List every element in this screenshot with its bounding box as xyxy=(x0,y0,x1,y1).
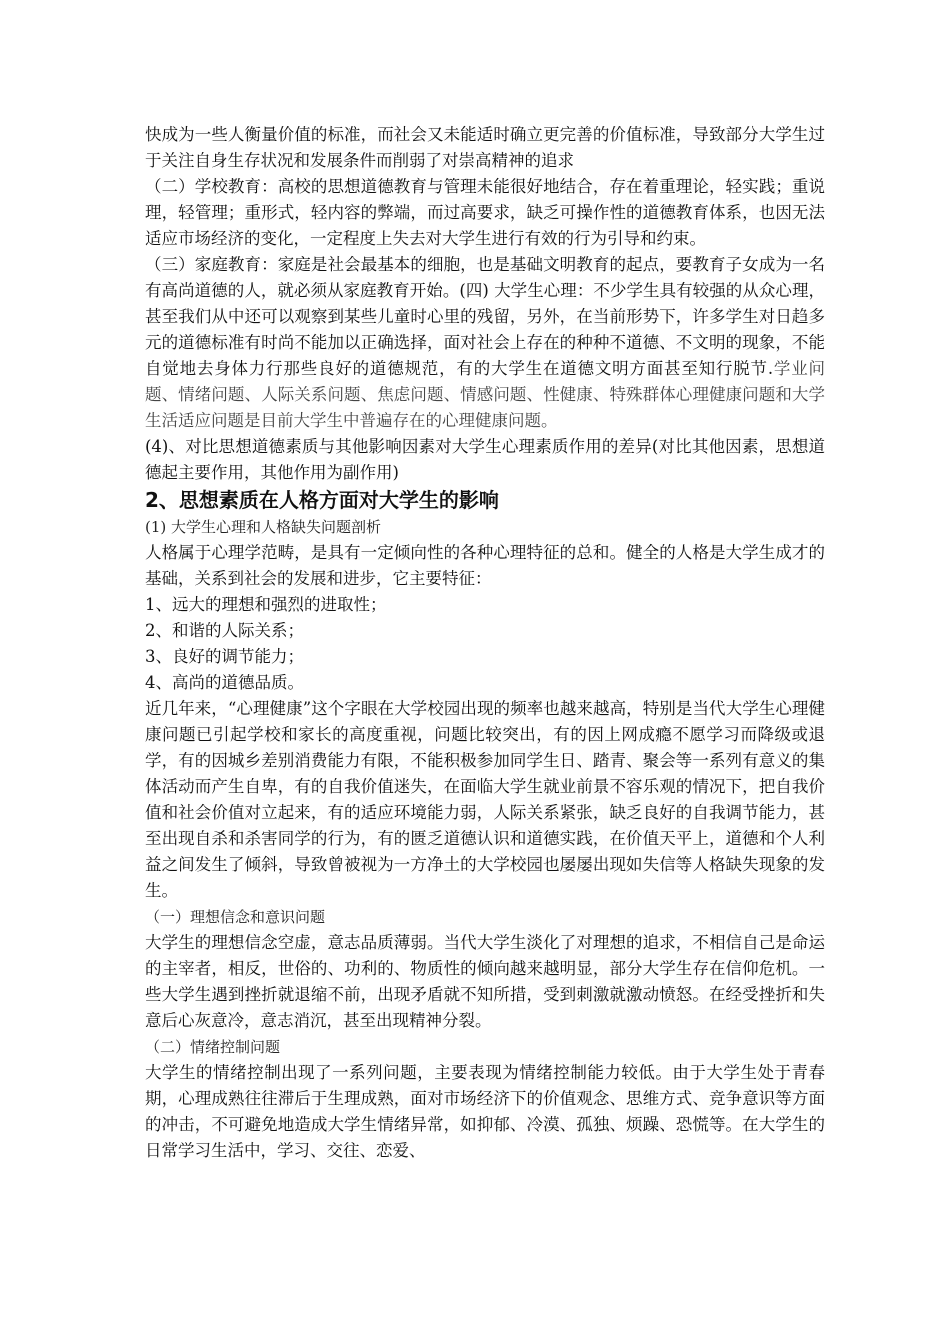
section-heading-personality: 2、思想素质在人格方面对大学生的影响 xyxy=(145,488,499,512)
paragraph-personality-definition: 人格属于心理学范畴，是具有一定倾向性的各种心理特征的总和。健全的人格是大学生成才的基础，关系到社会的发展和进步，它主要特征： xyxy=(145,543,825,588)
document-body xyxy=(145,122,825,1164)
list-item: 4、高尚的道德品质。 xyxy=(145,673,304,692)
subheading-emotion-control: （二）情绪控制问题 xyxy=(145,1038,281,1056)
paragraph-school-education: （二）学校教育：高校的思想道德教育与管理未能很好地结合，存在着重理论，轻实践；重说理，轻管理；重形式，轻内容的弊端，而过高要求，缺乏可操作性的道德教育体系，也因无法适应市场经济的变化，一定程度上失去对大学生进行有效的行为引导和约束。 xyxy=(145,177,825,248)
subheading-ideals-beliefs: （一）理想信念和意识问题 xyxy=(145,908,326,926)
list-item: 2、和谐的人际关系； xyxy=(145,621,304,640)
family-and-psychology-text: （三）家庭教育：家庭是社会最基本的细胞，也是基础文明教育的起点，要教育子女成为一名有高尚道德的人，就必须从家庭教育开始。(四) 大学生心理：不少学生具有较强的从众心理，甚至我们从中还可以观察到某些儿童时心里的残留，另外，在当前形势下，许多学生对日趋多元的道德标准有时尚不能加以正确选择，面对社会上存在的种种不道德、不文明的现象，不能自觉地去身体力行那些良好的道德规范，有的大学生在道德文明方面甚至知行脱节. xyxy=(145,255,825,378)
paragraph-emotion-control: 大学生的情绪控制出现了一系列问题，主要表现为情绪控制能力较低。由于大学生处于青春期，心理成熟往往滞后于生理成熟，面对市场经济下的价值观念、思维方式、竞争意识等方面的冲击，不可避免地造成大学生情绪异常，如抑郁、冷漠、孤独、烦躁、恐慌等。在大学生的日常学习生活中，学习、交往、恋爱、 xyxy=(145,1063,825,1160)
list-item: 3、良好的调节能力； xyxy=(145,647,304,666)
subheading-personality-analysis: (1) 大学生心理和人格缺失问题剖析 xyxy=(145,518,382,536)
paragraph-family-education xyxy=(145,252,825,434)
paragraph-value-standard: 快成为一些人衡量价值的标准，而社会又未能适时确立更完善的价值标准，导致部分大学生过于关注自身生存状况和发展条件而削弱了对崇高精神的追求 xyxy=(145,125,825,170)
paragraph-mental-health: 近几年来，“心理健康”这个字眼在大学校园出现的频率也越来越高，特别是当代大学生心理健康问题已引起学校和家长的高度重视，问题比较突出，有的因上网成瘾不愿学习而降级或退学，有的因城乡差别消费能力有限，不能积极参加同学生日、踏青、聚会等一系列有意义的集体活动而产生自卑，有的自我价值迷失，在面临大学生就业前景不容乐观的情况下，把自我价值和社会价值对立起来，有的适应环境能力弱，人际关系紧张，缺乏良好的自我调节能力，甚至出现自杀和杀害同学的行为，有的匮乏道德认识和道德实践，在价值天平上，道德和个人利益之间发生了倾斜，导致曾被视为一方净土的大学校园也屡屡出现如失信等人格缺失现象的发生。 xyxy=(145,699,825,900)
paragraph-ideals-beliefs: 大学生的理想信念空虚，意志品质薄弱。当代大学生淡化了对理想的追求，不相信自己是命运的主宰者，相反，世俗的、功利的、物质性的倾向越来越明显，部分大学生存在信仰危机。一些大学生遇到挫折就退缩不前，出现矛盾就不知所措，受到刺激就激动愤怒。在经受挫折和失意后心灰意冷，意志消沉，甚至出现精神分裂。 xyxy=(145,933,825,1030)
paragraph-comparison: (4)、对比思想道德素质与其他影响因素对大学生心理素质作用的差异(对比其他因素，思想道德起主要作用，其他作用为副作用) xyxy=(145,437,825,482)
mental-health-issues-text: 学业问题、情绪问题、人际关系问题、焦虑问题、情感问题、性健康、特殊群体心理健康问题和大学生活适应问题是目前大学生中普遍存在的心理健康问题。 xyxy=(145,359,825,430)
list-item: 1、远大的理想和强烈的进取性； xyxy=(145,595,387,614)
